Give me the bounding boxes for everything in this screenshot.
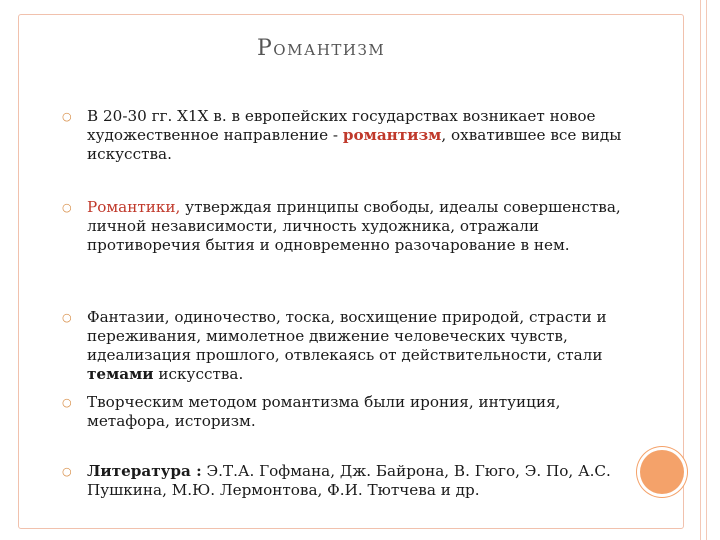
paragraph-1-text: В 20-30 гг. Х1Х в. в европейских государствах возникает новое художественное направление - [87, 107, 596, 144]
bullet-circle-icon: ○ [62, 110, 72, 123]
paragraph-3-text-end: искусства. [153, 365, 244, 383]
slide-frame [18, 14, 684, 529]
paragraph-1-accent: романтизм [342, 126, 442, 144]
paragraph-2-accent: Романтики, [87, 198, 181, 216]
paragraph-4-text: Творческим методом романтизма были ирония, интуиция, метафора, историзм. [87, 393, 561, 430]
bullet-circle-icon: ○ [62, 396, 72, 409]
bullet-circle-icon: ○ [62, 465, 72, 478]
decor-orange-circle [640, 450, 684, 494]
paragraph-5 [87, 462, 647, 500]
paragraph-1 [87, 107, 647, 164]
bullet-circle-icon: ○ [62, 311, 72, 324]
paragraph-5-text: Э.Т.А. Гофмана, Дж. Байрона, В. Гюго, Э. По, А.С. Пушкина, М.Ю. Лермонтова, Ф.И. Тютчева и др. [87, 462, 611, 499]
paragraph-2-text: утверждая принципы свободы, идеалы совершенства, личной независимости, личность художника, отражали противоречия бытия и одновременно разочарование в нем. [87, 198, 621, 254]
paragraph-3 [87, 308, 647, 384]
paragraph-1-text-end: , охватившее все виды искусства. [87, 126, 622, 163]
bullet-circle-icon: ○ [62, 201, 72, 214]
decor-line-right [706, 0, 707, 540]
slide-title: Романтизм [257, 36, 386, 61]
paragraph-3-text: Фантазии, одиночество, тоска, восхищение природой, страсти и переживания, мимолетное движение человеческих чувств, идеализация прошлого, отвлекаясь от действительности, стали [87, 308, 607, 364]
paragraph-4 [87, 393, 647, 431]
decor-line-left [700, 0, 701, 540]
paragraph-5-strong: Литература : [87, 462, 202, 480]
paragraph-3-strong: темами [87, 365, 154, 383]
paragraph-2 [87, 198, 647, 255]
